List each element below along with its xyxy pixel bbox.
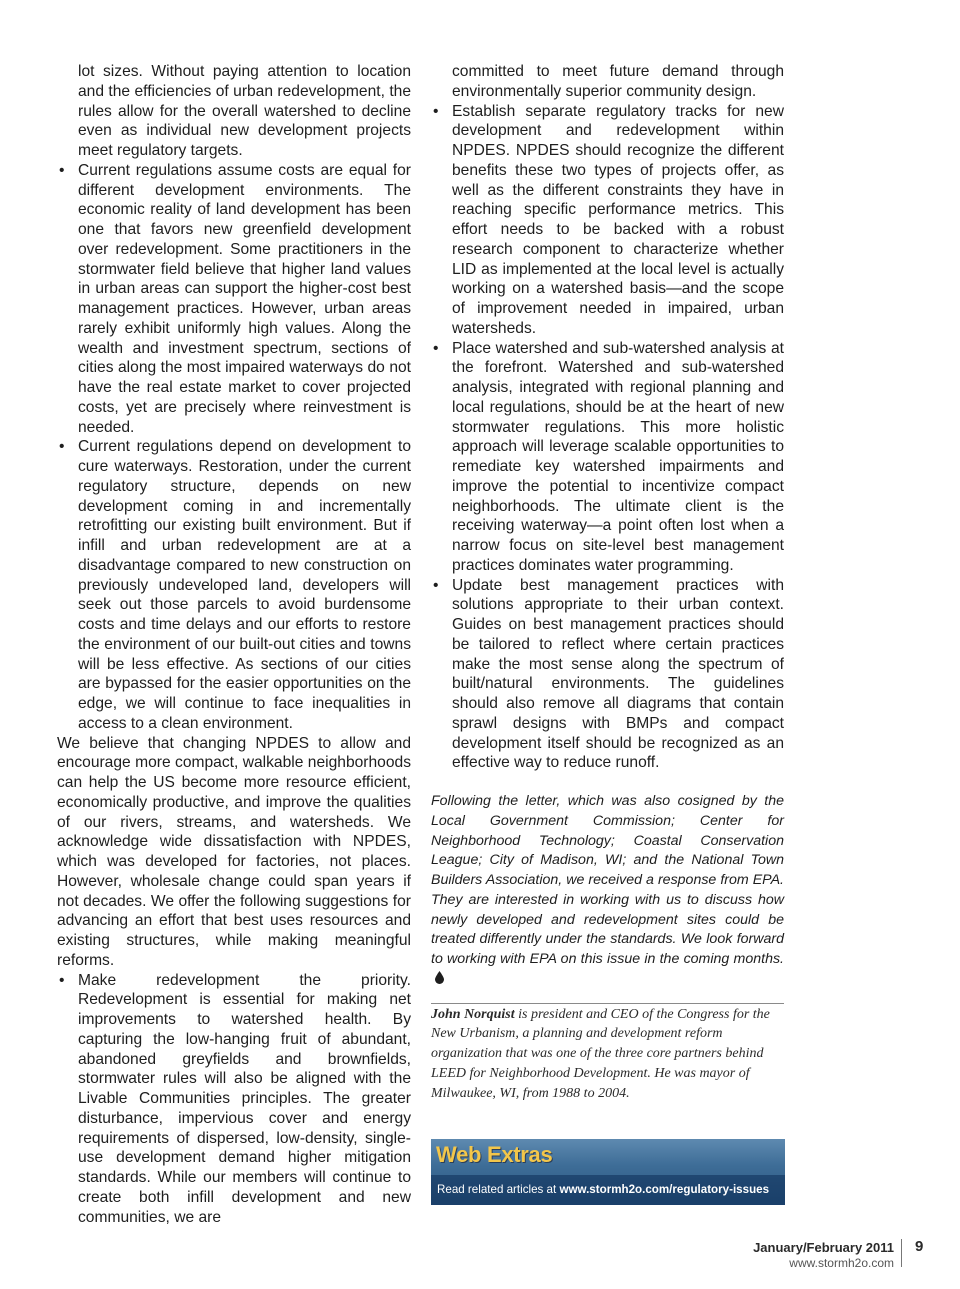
right-continuation: committed to meet future demand through environmentally superior community design. [452,63,784,100]
bullet-costs-equal: • Current regulations assume costs are equal for different development environments. The economic reality of land development has been one that favors new greenfield development over redevelopment. Some practitioners in the stormwater field believe that higher land values in urban areas can support the higher-cost best management practices. However, urban areas rarely exhibit uniformly high values. Along the wealth and investment spectrum, sections of cities along the most impaired waterways do not have the real estate market to cover projected costs, yet are precisely where reinvestment is needed. [57,161,411,438]
body-paragraph-npdes: We believe that changing NPDES to allow and encourage more compact, walkable neighborhoods can help the US become more resource efficient, economically productive, and improve the qualities of our rivers, streams, and watersheds. We acknowledge wide dissatisfaction with NPDES, which was developed for factories, not places. However, wholesale change could span years if not decades. We offer the following suggestions for advancing an effort that best uses resources and existing structures, while making meaningful reforms. [57,734,411,969]
footer-issue-date: January/February 2011 [753,1240,894,1255]
bullet-redevelopment-priority: • Make redevelopment the priority. Redevelopment is essential for making net improvements to watershed health. By capturing the low-hanging fruit of abundant, abandoned greyfields and brownfields, stormwater rules will also be aligned with the Livable Communities principles. The greater disturbance, impervious cover and energy requirements of dispersed, low-density, single-use development demand higher mitigation standards. While our members will continue to create both infill development and new communities, we are [57,971,411,1228]
web-extras-title: Web Extras [436,1142,553,1167]
page-number: 9 [915,1238,924,1255]
left-column [57,62,411,1227]
right-bullet-list [431,102,784,774]
web-extras-text [437,1183,769,1196]
author-bio-text: is president and CEO of the Congress for the New Urbanism, a planning and development reform organization that was one of the three core partners behind LEED for Neighborhood Development. He was mayor of Milwaukee, WI, from 1988 to 2004. [431,1006,770,1101]
right-column [431,62,784,1103]
web-extras-prefix: Read related articles at [437,1183,560,1196]
footer-divider [901,1239,902,1267]
bullet-watershed-analysis: • Place watershed and sub-watershed analysis at the forefront. Watershed and sub-watershed analysis, integrated with regional planning and local regulations, should be at the heart of new stormwater regulations. This more holistic approach will leverage scalable opportunities to remediate key watershed impairments and improve the potential to incentivize compact neighborhoods. The ultimate client is the receiving waterway—a point often lost when a narrow focus on site-level best management practices dominates water programming. [431,339,784,576]
left-continuation: lot sizes. Without paying attention to location and the efficiencies of urban redevelopment, the rules allow for the overall watershed to decline even as individual new development projects meet regulatory targets. [78,63,411,159]
author-name: John Norquist [431,1006,515,1022]
web-extras-banner[interactable] [431,1139,785,1205]
bullet-update-bmps: • Update best management practices with solutions appropriate to their urban context. Guides on best management practices should be tailored to reflect where certain practices make the most sense along the spectrum of built/natural environments. The guidelines should also remove all diagrams that contain sprawl designs with BMPs and compact development itself should be recognized as an effective way to reduce runoff. [431,576,784,774]
bullet-separate-tracks: • Establish separate regulatory tracks for new development and redevelopment within NPDES. NPDES should recognize the different benefits these two types of projects offer, as well as the different constraints they have in reaching specific performance metrics. This effort needs to be backed with a robust research component to characterize whether LID as implemented at the local level is actually working on a watershed basis—and the scope of improvement needed in impaired, urban watersheds. [431,102,784,339]
left-bullet-list [57,161,411,734]
footer-website: www.stormh2o.com [789,1256,894,1270]
water-drop-icon [435,971,444,991]
following-letter-note [431,792,784,991]
bullet-depend-on-development: • Current regulations depend on development to cure waterways. Restoration, under the current regulatory structure, depends on new development coming in and incrementally retrofitting our existing built environment. But if infill and urban redevelopment are at a disadvantage compared to new construction on previously undeveloped land, developers will seek out those parcels to avoid burdensome costs and time delays and our efforts to restore the environment of our built-out cities and towns will be less effective. As sections of our cities are bypassed for the easier opportunities on the edge, we will continue to face inequalities in access to a clean environment. [57,437,411,733]
web-extras-link[interactable]: www.stormh2o.com/regulatory-issues [559,1183,770,1196]
left-suggestion-list [57,971,411,1228]
author-bio [431,1005,784,1104]
following-letter-text: Following the letter, which was also cosigned by the Local Government Commission; Center for Neighborhood Technology; Coastal Conservation League; City of Madison, WI; and the National Town Builders Association, we received a response from EPA. They are interested in working with us to discuss how newly developed and redevelopment sites could be treated differently under the standards. We look forward to working with EPA on this issue in the coming months. [431,793,784,967]
bio-divider [431,1003,784,1004]
footer-info [753,1240,894,1270]
